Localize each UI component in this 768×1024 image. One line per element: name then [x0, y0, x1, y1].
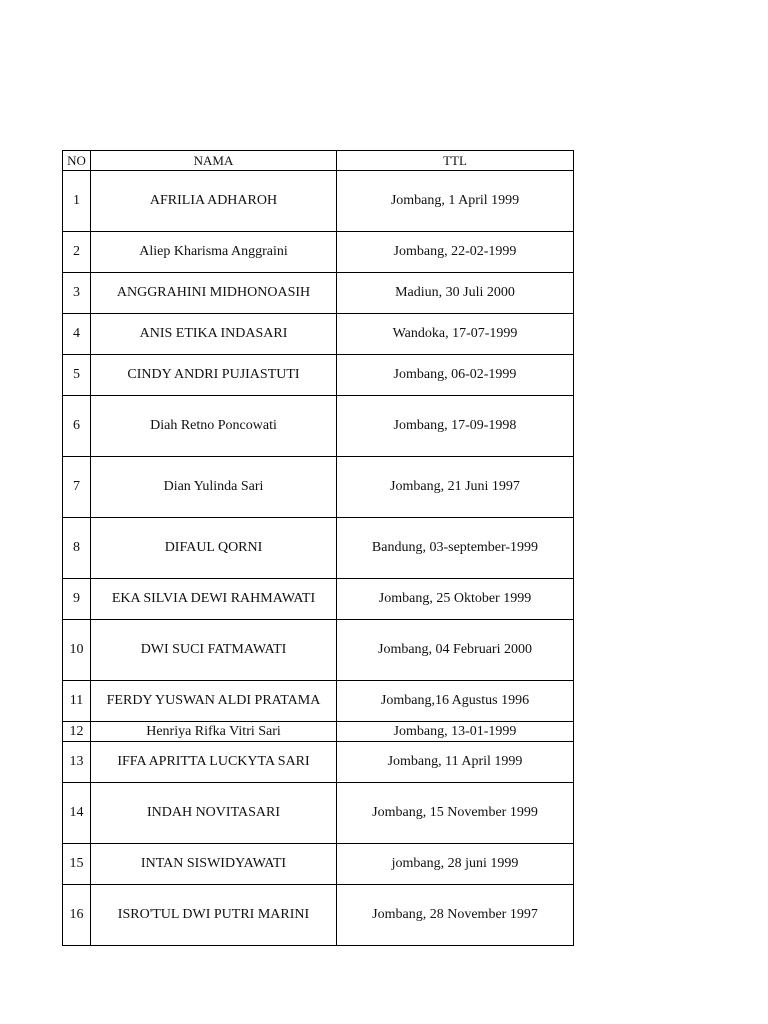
- table-row: [63, 396, 574, 457]
- cell-ttl: Jombang, 15 November 1999: [337, 783, 574, 844]
- cell-no: 5: [63, 355, 91, 396]
- cell-ttl: Jombang, 22-02-1999: [337, 232, 574, 273]
- cell-nama: DIFAUL QORNI: [91, 518, 337, 579]
- cell-no: 13: [63, 742, 91, 783]
- cell-ttl: Jombang, 21 Juni 1997: [337, 457, 574, 518]
- cell-nama: Henriya Rifka Vitri Sari: [91, 722, 337, 742]
- cell-no: 11: [63, 681, 91, 722]
- cell-ttl: Jombang, 1 April 1999: [337, 171, 574, 232]
- cell-nama: Aliep Kharisma Anggraini: [91, 232, 337, 273]
- table-row: [63, 457, 574, 518]
- cell-nama: DWI SUCI FATMAWATI: [91, 620, 337, 681]
- cell-no: 16: [63, 885, 91, 946]
- cell-ttl: Bandung, 03-september-1999: [337, 518, 574, 579]
- cell-ttl: Jombang, 17-09-1998: [337, 396, 574, 457]
- cell-nama: ISRO'TUL DWI PUTRI MARINI: [91, 885, 337, 946]
- table-row: [63, 314, 574, 355]
- cell-nama: Diah Retno Poncowati: [91, 396, 337, 457]
- cell-no: 3: [63, 273, 91, 314]
- header-row: [63, 151, 574, 171]
- table-row: [63, 681, 574, 722]
- cell-ttl: Madiun, 30 Juli 2000: [337, 273, 574, 314]
- cell-nama: ANGGRAHINI MIDHONOASIH: [91, 273, 337, 314]
- cell-no: 12: [63, 722, 91, 742]
- cell-ttl: Jombang, 11 April 1999: [337, 742, 574, 783]
- table-row: [63, 885, 574, 946]
- cell-ttl: Jombang, 06-02-1999: [337, 355, 574, 396]
- cell-ttl: jombang, 28 juni 1999: [337, 844, 574, 885]
- cell-nama: FERDY YUSWAN ALDI PRATAMA: [91, 681, 337, 722]
- table-row: [63, 579, 574, 620]
- cell-no: 14: [63, 783, 91, 844]
- cell-nama: EKA SILVIA DEWI RAHMAWATI: [91, 579, 337, 620]
- cell-no: 6: [63, 396, 91, 457]
- cell-nama: CINDY ANDRI PUJIASTUTI: [91, 355, 337, 396]
- table-row: [63, 722, 574, 742]
- cell-ttl: Jombang, 13-01-1999: [337, 722, 574, 742]
- cell-nama: INTAN SISWIDYAWATI: [91, 844, 337, 885]
- cell-no: 15: [63, 844, 91, 885]
- cell-nama: IFFA APRITTA LUCKYTA SARI: [91, 742, 337, 783]
- table-row: [63, 273, 574, 314]
- header-ttl: TTL: [337, 151, 574, 171]
- table-row: [63, 844, 574, 885]
- cell-nama: INDAH NOVITASARI: [91, 783, 337, 844]
- cell-nama: AFRILIA ADHAROH: [91, 171, 337, 232]
- cell-no: 9: [63, 579, 91, 620]
- cell-nama: Dian Yulinda Sari: [91, 457, 337, 518]
- cell-ttl: Jombang, 28 November 1997: [337, 885, 574, 946]
- table-row: [63, 232, 574, 273]
- cell-no: 1: [63, 171, 91, 232]
- header-no: NO: [63, 151, 91, 171]
- cell-no: 4: [63, 314, 91, 355]
- cell-no: 10: [63, 620, 91, 681]
- header-nama: NAMA: [91, 151, 337, 171]
- cell-nama: ANIS ETIKA INDASARI: [91, 314, 337, 355]
- cell-no: 7: [63, 457, 91, 518]
- cell-ttl: Jombang, 04 Februari 2000: [337, 620, 574, 681]
- table-row: [63, 742, 574, 783]
- student-table: [62, 150, 574, 946]
- table-row: [63, 355, 574, 396]
- table-row: [63, 783, 574, 844]
- cell-ttl: Wandoka, 17-07-1999: [337, 314, 574, 355]
- cell-ttl: Jombang,16 Agustus 1996: [337, 681, 574, 722]
- cell-no: 8: [63, 518, 91, 579]
- cell-ttl: Jombang, 25 Oktober 1999: [337, 579, 574, 620]
- table-row: [63, 518, 574, 579]
- cell-no: 2: [63, 232, 91, 273]
- table-row: [63, 620, 574, 681]
- table-row: [63, 171, 574, 232]
